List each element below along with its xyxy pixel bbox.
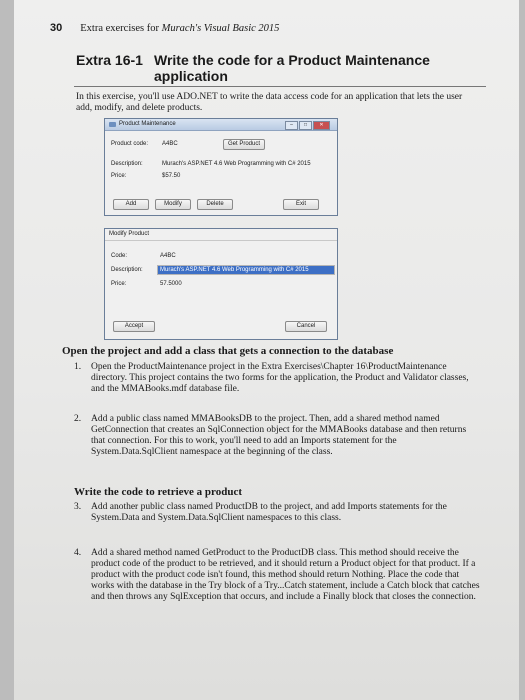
code-field[interactable]: A4BC (160, 253, 176, 259)
section-heading-2: Write the code to retrieve a product (74, 486, 243, 498)
cancel-button[interactable]: Cancel (285, 321, 327, 332)
minimize-icon[interactable]: – (285, 121, 298, 130)
step-text: Add a shared method named GetProduct to the ProductDB class. This method should receive the product code of the product to be retrieved, and it should return a Product object for that product. If a product with the product code isn't found, this method should return Nothing. Place the code that works with the database in the Try block of a Try...Catch statement, include a Catch block that catches and then throws any SqlException that occurs, and include a Finally block that closes the connection. (91, 548, 480, 602)
step-number: 4. (74, 548, 82, 558)
description-label-2: Description: (111, 267, 143, 273)
form2-titlebar (105, 229, 337, 241)
exercise-title-line2: application (154, 68, 228, 84)
running-head (50, 22, 279, 34)
exercise-title-line1: Write the code for a Product Maintenance (154, 52, 430, 68)
book-prefix: Extra exercises for (80, 23, 162, 34)
modify-product-form (104, 228, 338, 340)
close-icon[interactable]: ✕ (313, 121, 330, 130)
description-field-2[interactable]: Murach's ASP.NET 4.6 Web Programming with C# 2015 (157, 265, 335, 275)
form1-title: Product Maintenance (119, 121, 176, 127)
accept-button[interactable]: Accept (113, 321, 155, 332)
step-text: Open the ProductMaintenance project in the Extra Exercises\Chapter 16\ProductMaintenance directory. This project contains the two forms for the application, the Product and Validator classes, and the MMABooks.mdf database file. (91, 362, 469, 394)
exercise-number: Extra 16-1 (76, 52, 143, 68)
form1-titlebar (105, 119, 337, 131)
product-maintenance-form (104, 118, 338, 216)
price-field-2[interactable]: 57.5000 (160, 281, 182, 287)
exit-button[interactable]: Exit (283, 199, 319, 210)
app-icon (109, 122, 116, 127)
book-page (14, 0, 519, 700)
section-heading-1: Open the project and add a class that gets a connection to the database (62, 345, 394, 357)
product-code-field[interactable]: A4BC (162, 141, 178, 147)
heading-rule (74, 86, 486, 87)
modify-button[interactable]: Modify (155, 199, 191, 210)
code-label: Code: (111, 253, 128, 259)
delete-button[interactable]: Delete (197, 199, 233, 210)
price-label: Price: (111, 173, 127, 179)
product-code-label: Product code: (111, 141, 149, 147)
step-3 (74, 502, 481, 524)
form2-title: Modify Product (109, 231, 150, 237)
step-text: Add another public class named ProductDB to the project, and add Imports statements for the System.Data and System.Data.SqlClient namespaces to this class. (91, 502, 447, 523)
step-text: Add a public class named MMABooksDB to the project. Then, add a shared method named GetConnection that creates an SqlConnection object for the MMABooks database and then returns that connection. For this to work, you'll need to add an Imports statement for the System.Data.SqlClient namespace at the beginning of the class. (91, 414, 467, 457)
add-button[interactable]: Add (113, 199, 149, 210)
book-title: Murach's Visual Basic 2015 (161, 23, 280, 34)
step-1 (74, 362, 481, 395)
exercise-heading (76, 52, 476, 84)
step-4 (74, 548, 481, 603)
description-label: Description: (111, 161, 143, 167)
price-field[interactable]: $57.50 (162, 173, 181, 179)
step-number: 2. (74, 414, 82, 424)
price-label-2: Price: (111, 281, 127, 287)
description-field[interactable]: Murach's ASP.NET 4.6 Web Programming with C# 2015 (162, 161, 311, 167)
step-2 (74, 414, 481, 458)
step-number: 1. (74, 362, 82, 372)
page-number: 30 (50, 22, 63, 34)
step-number: 3. (74, 502, 82, 512)
get-product-button[interactable]: Get Product (223, 139, 265, 150)
maximize-icon[interactable]: □ (299, 121, 312, 130)
intro-text: In this exercise, you'll use ADO.NET to write the data access code for an application that lets the user add, modify, and delete products. (76, 92, 463, 113)
